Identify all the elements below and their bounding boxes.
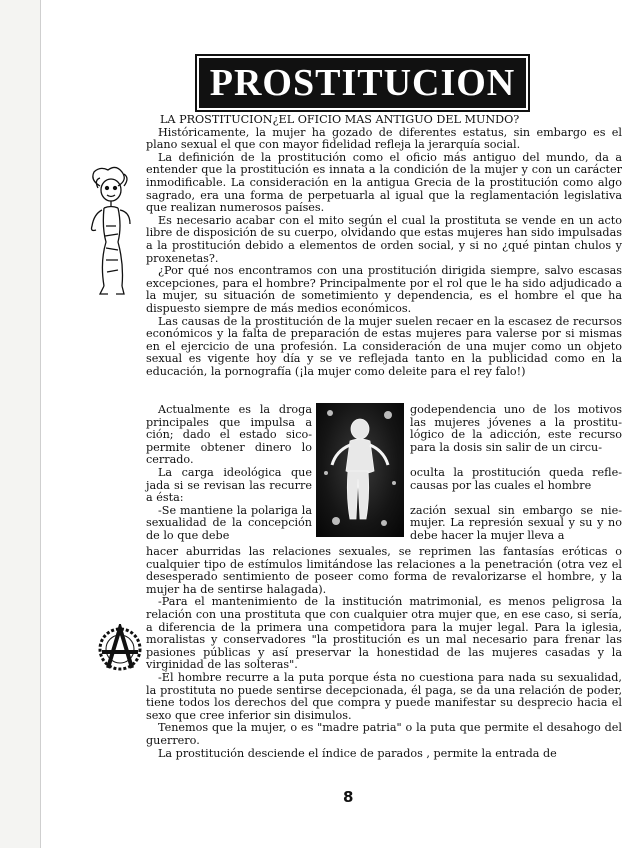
paragraph: hacer aburridas las relaciones sexuales, se reprimen las fantasías eróticas o cualquier tipo de estímulos limitándose las relaciones a la penetración (otra vez el desesperado sentimiento de poseer como forma de revalorizarse el hombre, y la mujer ha de sentirse halagada). <box>146 545 622 596</box>
paragraph: La definición de la prostitución como el oficio más antiguo del mundo, da a entender que la prostitución es innata a la condición de la mujer y con un carácter inmodificable. La consideración en la antigua Grecia de la prostitución como algo sagrado, era una forma de perpetuarla al igual que la reglamentación legislativa que realizan numerosos países. <box>146 150 622 215</box>
paragraph: Actualmente es la droga principales que impulsa a ción; dado el estado sico- permite obtener dinero lo cerrado. <box>146 403 312 467</box>
left-column-text <box>146 404 312 543</box>
article-body-top <box>146 114 622 378</box>
paragraph: -Él hombre recurre a la puta porque ésta no cuestiona para nada su sexualidad, la prostituta no puede sentirse decepcionada, él paga, se da una relación de poder, tiene todos los derechos del que compra y puede manifestar su desprecio hacia el sexo que cree inferior sin disimulos. <box>146 670 622 722</box>
paragraph: ¿Por qué nos encontramos con una prostitución dirigida siempre, salvo escasas excepciones, para el hombre? Principalmente por el rol que le ha sido adjudicado a la mujer, su situación de sometimiento y dependencia, es el hombre el que ha dispuesto siempre de más medios económicos. <box>146 264 622 315</box>
paragraph: godependencia uno de los motivos las mujeres jóvenes a la prostitu- lógico de la adicción, este recurso para la dosis sin salir de un circu- <box>410 403 622 454</box>
paragraph: zación sexual sin embargo se nie- mujer. La represión sexual y su y no debe hacer la mujer lleva a <box>410 503 622 542</box>
paragraph: Las causas de la prostitución de la mujer suelen recaer en la escasez de recursos económicos y la falta de preparación de estas mujeres para valerse por si mismas en el ejercicio de una profesión. La consideración de una mujer como un objeto sexual es vigente hoy día y se ve reflejada tanto en la publicidad como en la educación, la pornografía (¡la mujer como deleite para el rey falo!) <box>146 314 622 378</box>
photo-figure-illustration <box>316 403 404 537</box>
paragraph: La carga ideológica que jada si se revisan las recurre a ésta: <box>146 465 312 505</box>
woman-cartoon-illustration <box>84 166 140 300</box>
article-body-bottom <box>146 546 622 760</box>
page-number: 8 <box>343 788 354 806</box>
paragraph: -Para el mantenimiento de la institución matrimonial, es menos peligrosa la relación con una prostituta que con cualquier otra mujer que, en ese caso, si sería, a diferencia de la primera una competidora para la mujer legal. Para la iglesia, moralistas y conservadores "la prostitución es un mal necesario para frenar las pasiones públicas y así preservar la honestidad de las mujeres casadas y la virginidad de las solteras". <box>146 595 622 672</box>
paragraph: -Se mantiene la polariga la sexualidad de la concepción de lo que debe <box>146 503 312 542</box>
paragraph: Es necesario acabar con el mito según el cual la prostituta se vende en un acto libre de disposición de su cuerpo, olvidando que estas mujeres han sido impulsadas a la prostitución debido a elementos de orden social, y si no ¿qué pintan chulos y proxenetas?. <box>146 213 622 265</box>
paragraph: Históricamente, la mujer ha gozado de diferentes estatus, sin embargo es el plano sexual el que con mayor fidelidad refleja la jerarquía social. <box>146 125 622 152</box>
page-title: PROSTITUCION <box>199 58 526 108</box>
anarchy-circle-symbol <box>96 624 144 674</box>
paragraph: La prostitución desciende el índice de parados , permite la entrada de <box>158 746 557 760</box>
paragraph: Tenemos que la mujer, o es "madre patria" o la puta que permite el desahogo del guerrero. <box>146 721 622 747</box>
article-subtitle: LA PROSTITUCION¿EL OFICIO MAS ANTIGUO DEL MUNDO? <box>160 113 520 126</box>
right-column-text <box>410 404 622 543</box>
paragraph: oculta la prostitución queda refle- causas por las cuales el hombre <box>410 465 622 492</box>
